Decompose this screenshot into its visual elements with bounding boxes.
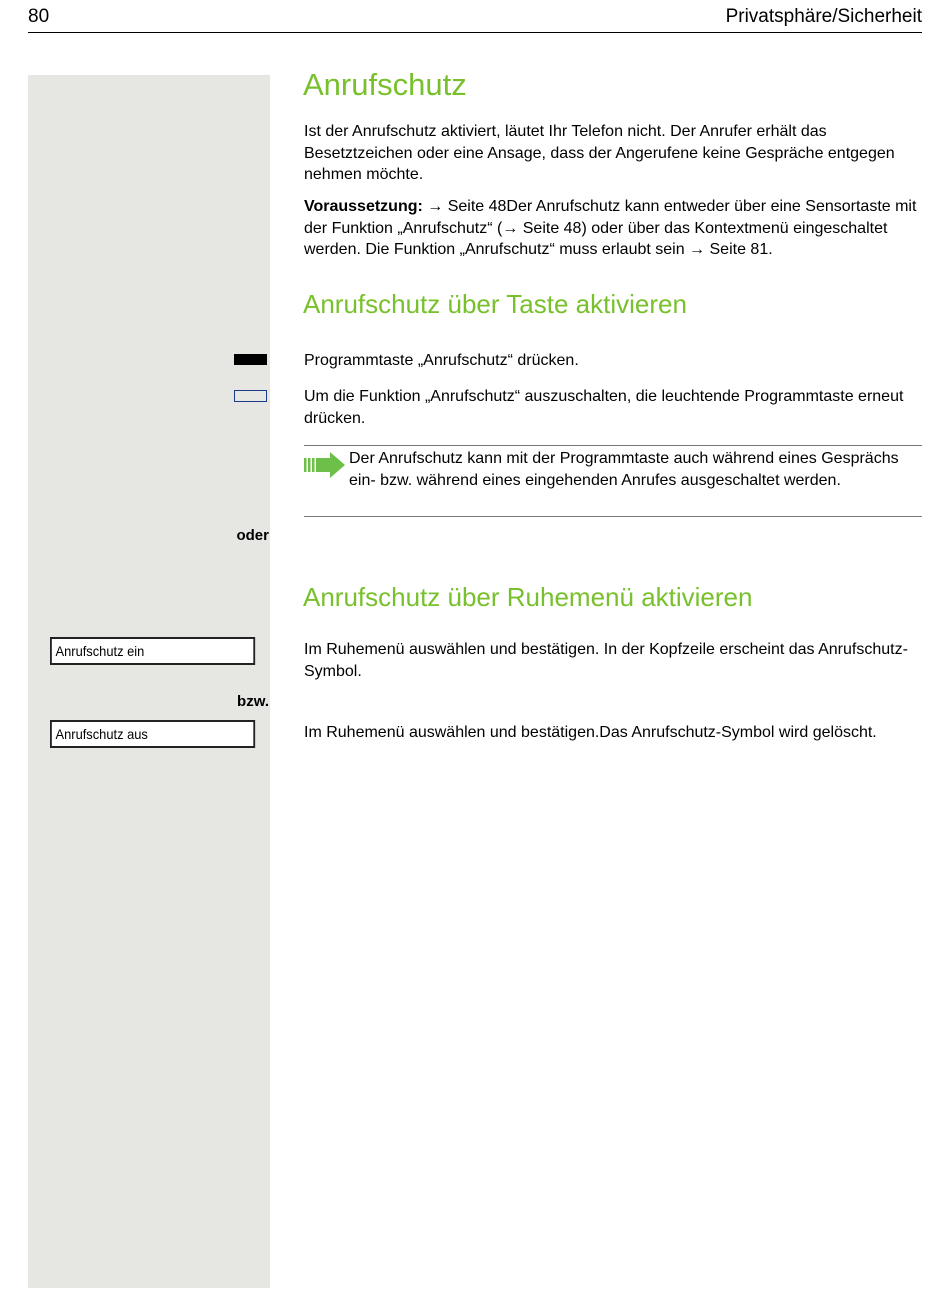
step-press-key: Programmtaste „Anrufschutz“ drücken. xyxy=(304,352,579,369)
note-bottom-rule xyxy=(304,516,922,517)
sidebar-panel xyxy=(28,75,270,1288)
header-divider xyxy=(28,32,922,33)
intro-paragraph: Ist der Anrufschutz aktiviert, läutet Ihr Telefon nicht. Der Anrufer erhält das Besetztzeichen oder eine Ansage, dass der Angerufene keine Gespräche entgegen nehmen möchte. xyxy=(304,123,895,183)
menu-item-dnd-off[interactable]: Anrufschutz aus xyxy=(50,720,255,748)
section-heading-key: Anrufschutz über Taste aktivieren xyxy=(303,289,687,319)
step-press-again: Um die Funktion „Anrufschutz“ auszuschalten, die leuchtende Programmtaste erneut drücken. xyxy=(304,388,904,427)
step-menu-off: Im Ruhemenü auswählen und bestätigen.Das Anrufschutz-Symbol wird gelöscht. xyxy=(304,724,877,741)
section-heading-menu: Anrufschutz über Ruhemenü aktivieren xyxy=(303,582,753,612)
prerequisite-label: Voraussetzung: xyxy=(304,198,423,215)
program-key-icon xyxy=(234,354,267,365)
note-top-rule xyxy=(304,445,922,446)
section-title: Privatsphäre/Sicherheit xyxy=(725,6,922,27)
page-number: 80 xyxy=(28,6,50,27)
page-title: Anrufschutz xyxy=(303,67,467,102)
menu-item-dnd-on[interactable]: Anrufschutz ein xyxy=(50,637,255,665)
program-key-lit-icon xyxy=(234,390,267,402)
note-text: Der Anrufschutz kann mit der Programmtaste auch während eines Gesprächs ein- bzw. während eines eingehenden Anrufes ausgeschaltet werden. xyxy=(349,450,899,489)
note-arrow-icon xyxy=(304,452,346,483)
label-or: oder xyxy=(236,527,269,544)
step-menu-on: Im Ruhemenü auswählen und bestätigen. In der Kopfzeile erscheint das Anrufschutz-Symbol. xyxy=(304,641,908,680)
prerequisite-paragraph xyxy=(304,196,924,261)
prerequisite-text: → Seite 48Der Anrufschutz kann entweder über eine Sensortaste mit der Funktion „Anrufschutz“ (→ Seite 48) oder über das Kontextmenü eingeschaltet werden. Die Funktion „Anrufschutz“ muss erlaubt sein → Seite 81. xyxy=(304,198,917,258)
label-respectively: bzw. xyxy=(237,693,269,710)
